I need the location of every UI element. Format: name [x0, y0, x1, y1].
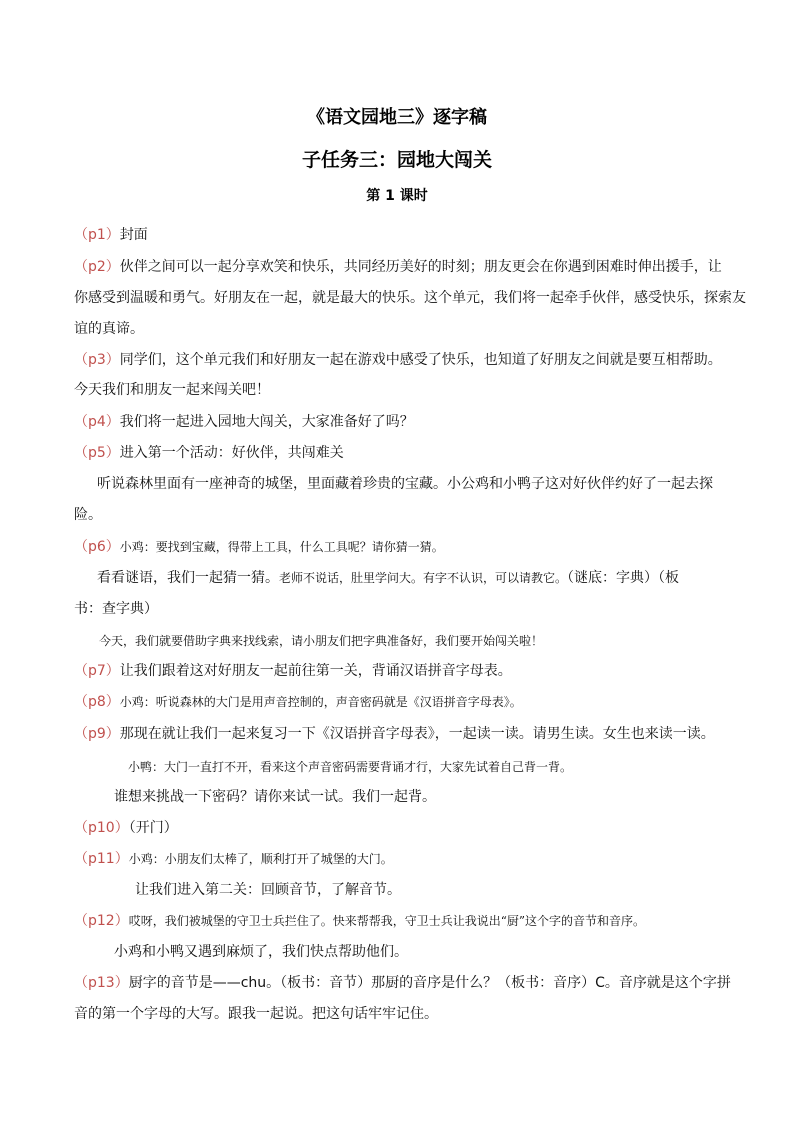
paragraph-p9	[74, 725, 715, 743]
page-tag: （p13）	[74, 975, 129, 991]
paragraph-p10	[74, 819, 178, 837]
page-tag: （p11）	[74, 851, 129, 867]
paragraph-p13	[74, 974, 731, 992]
riddle-intro: 看看谜语，我们一起猜一猜。	[97, 570, 279, 586]
dialogue-line: 小鸭：大门一直打不开，看来这个声音密码需要背诵才行，大家先试着自己背一背。	[128, 760, 573, 774]
paragraph-line: 谊的真谛。	[74, 321, 144, 337]
document-title: 《语文园地三》逐字稿	[307, 107, 487, 128]
page-tag: （p7）	[74, 663, 120, 679]
paragraph-text: 伙伴之间可以一起分享欢笑和快乐，共同经历美好的时刻；朋友更会在你遇到困难时伸出援手，让	[119, 259, 722, 275]
dialogue-line: 今天，我们就要借助字典来找线索，请小朋友们把字典准备好，我们要开始闯关啦！	[99, 634, 544, 648]
paragraph-line: 今天我们和朋友一起来闯关吧！	[74, 382, 270, 398]
page-tag: （p8）	[74, 694, 120, 710]
page-tag: （p10）	[74, 820, 129, 836]
paragraph-p2	[74, 258, 722, 276]
paragraph-text: 同学们，这个单元我们和好朋友一起在游戏中感受了快乐，也知道了好朋友之间就是要互相帮助。	[119, 352, 722, 368]
paragraph-text: 那现在就让我们一起来复习一下《汉语拼音字母表》，一起读一读。请男生读。女生也来读一读。	[119, 726, 715, 742]
paragraph-p12	[74, 912, 645, 930]
dialogue-text: 小鸡：要找到宝藏，得带上工具，什么工具呢？请你猜一猜。	[119, 540, 444, 554]
paragraph-text: （开门）	[128, 820, 178, 836]
document-subtitle: 子任务三：园地大闯关	[301, 149, 492, 171]
page-tag: （p2）	[74, 259, 120, 275]
riddle-line	[97, 569, 679, 587]
dialogue-text: 小鸡：听说森林的大门是用声音控制的，声音密码就是《汉语拼音字母表》。	[119, 695, 522, 709]
riddle-answer: （谜底：字典）（板	[567, 570, 680, 586]
paragraph-line: 小鸡和小鸭又遇到麻烦了，我们快点帮助他们。	[114, 944, 408, 960]
page-tag: （p1）	[74, 227, 120, 243]
paragraph-p11	[74, 850, 393, 868]
page-tag: （p4）	[74, 414, 120, 430]
paragraph-p6	[74, 538, 444, 556]
paragraph-p8	[74, 693, 522, 711]
paragraph-p7	[74, 662, 512, 680]
paragraph-text: 进入第一个活动：好伙伴，共闯难关	[119, 445, 344, 461]
paragraph-text: 让我们跟着这对好朋友一起前往第一关，背诵汉语拼音字母表。	[119, 663, 512, 679]
paragraph-p1	[74, 226, 148, 244]
paragraph-line: 你感受到温暖和勇气。好朋友在一起，就是最大的快乐。这个单元，我们将一起牵手伙伴，感受快乐，探索友	[74, 290, 746, 306]
paragraph-line: 谁想来挑战一下密码？请你来试一试。我们一起背。	[114, 789, 436, 805]
lesson-label: 第 1 课时	[366, 188, 428, 204]
paragraph-p4	[74, 413, 414, 431]
paragraph-p5	[74, 444, 344, 462]
page-tag: （p9）	[74, 726, 120, 742]
dialogue-text: 哎呀，我们被城堡的守卫士兵拦住了。快来帮帮我，守卫士兵让我说出“厨”这个字的音节和音序。	[128, 914, 645, 928]
story-line: 听说森林里面有一座神奇的城堡，里面藏着珍贵的宝藏。小公鸡和小鸭子这对好伙伴约好了一起去探	[97, 476, 713, 492]
page-tag: （p12）	[74, 913, 129, 929]
paragraph-text: 封面	[119, 227, 148, 243]
paragraph-line: 让我们进入第二关：回顾音节，了解音节。	[135, 882, 401, 898]
paragraph-text: 厨字的音节是——chu。（板书：音节）那厨的音序是什么？（板书：音序）C。音序就是这个字拼	[128, 975, 731, 991]
paragraph-p3	[74, 351, 722, 369]
paragraph-line: 音的第一个字母的大写。跟我一起说。把这句话牢牢记住。	[74, 1006, 438, 1022]
riddle-text: 老师不说话，肚里学问大。有字不认识，可以请教它。	[279, 571, 568, 585]
paragraph-line: 书：查字典）	[74, 601, 158, 617]
page-tag: （p6）	[74, 539, 120, 555]
page-tag: （p3）	[74, 352, 120, 368]
paragraph-text: 我们将一起进入园地大闯关，大家准备好了吗？	[119, 414, 414, 430]
page-tag: （p5）	[74, 445, 120, 461]
story-line: 险。	[74, 507, 102, 523]
dialogue-text: 小鸡：小朋友们太棒了，顺利打开了城堡的大门。	[128, 852, 393, 866]
